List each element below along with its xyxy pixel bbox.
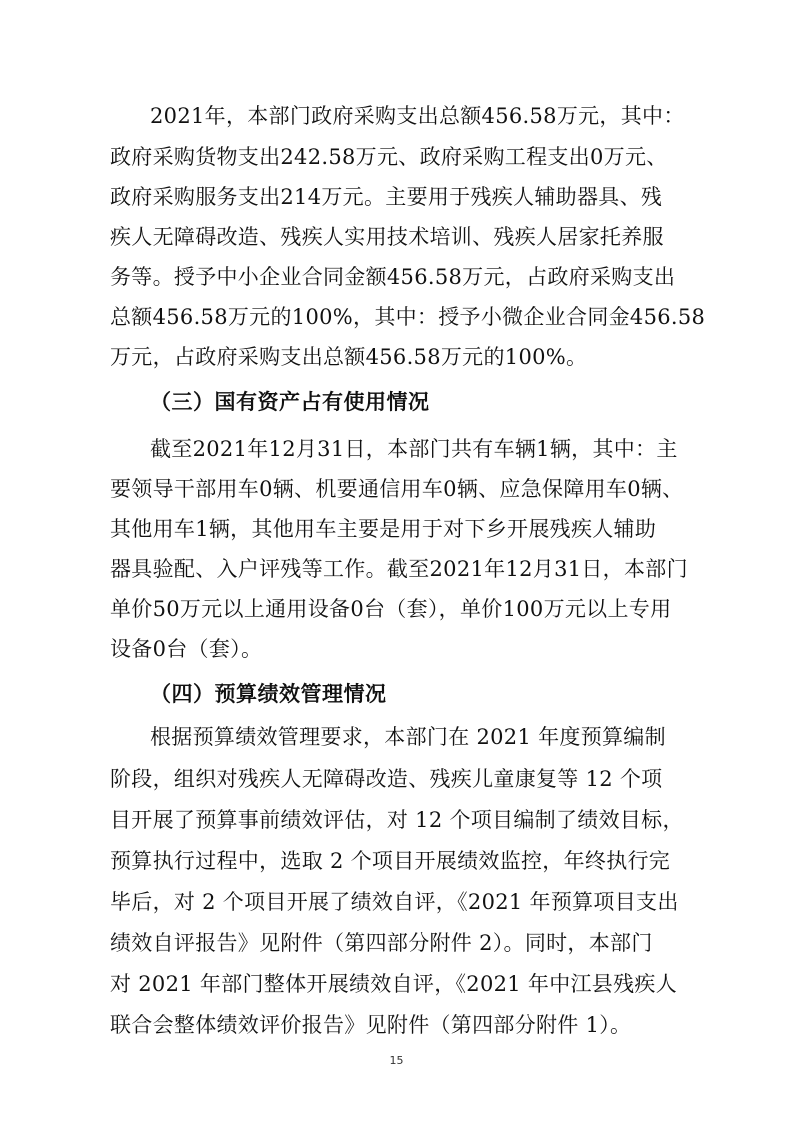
- performance-line: 根据预算绩效管理要求，本部门在 2021 年度预算编制: [150, 725, 666, 749]
- section-heading-assets: （三）国有资产占有使用情况: [150, 389, 430, 414]
- assets-line: 其他用车1辆，其他用车主要是用于对下乡开展残疾人辅助: [110, 517, 657, 541]
- assets-line: 器具验配、入户评残等工作。截至2021年12月31日，本部门: [110, 557, 688, 581]
- performance-line: 绩效自评报告》见附件（第四部分附件 2）。同时，本部门: [110, 931, 653, 955]
- procurement-line: 疾人无障碍改造、残疾人实用技术培训、残疾人居家托养服: [110, 225, 664, 249]
- assets-line: 截至2021年12月31日，本部门共有车辆1辆，其中：主: [150, 437, 678, 461]
- procurement-line: 政府采购货物支出242.58万元、政府采购工程支出0万元、: [110, 145, 668, 169]
- procurement-line: 务等。授予中小企业合同金额456.58万元，占政府采购支出: [110, 265, 676, 289]
- assets-line: 设备0台（套）。: [110, 637, 263, 661]
- page-number: 15: [389, 1054, 404, 1067]
- procurement-line: 总额456.58万元的100%，其中：授予小微企业合同金456.58: [110, 305, 706, 329]
- performance-line: 目开展了预算事前绩效评估，对 12 个项目编制了绩效目标，: [110, 808, 684, 832]
- performance-line: 预算执行过程中，选取 2 个项目开展绩效监控，年终执行完: [110, 849, 671, 873]
- procurement-line: 政府采购服务支出214万元。主要用于残疾人辅助器具、残: [110, 185, 663, 209]
- assets-line: 单价50万元以上通用设备0台（套），单价100万元以上专用: [110, 597, 672, 621]
- section-heading-performance: （四）预算绩效管理情况: [150, 681, 387, 706]
- procurement-line: 2021年，本部门政府采购支出总额456.58万元，其中：: [150, 104, 685, 128]
- assets-line: 要领导干部用车0辆、机要通信用车0辆、应急保障用车0辆、: [110, 477, 684, 501]
- performance-line: 对 2021 年部门整体开展绩效自评，《2021 年中江县残疾人: [110, 972, 678, 996]
- performance-line: 阶段，组织对残疾人无障碍改造、残疾儿童康复等 12 个项: [110, 767, 663, 791]
- procurement-line: 万元，占政府采购支出总额456.58万元的100%。: [110, 345, 588, 369]
- performance-line: 联合会整体绩效评价报告》见附件（第四部分附件 1）。: [110, 1013, 632, 1037]
- performance-line: 毕后，对 2 个项目开展了绩效自评，《2021 年预算项目支出: [110, 890, 679, 914]
